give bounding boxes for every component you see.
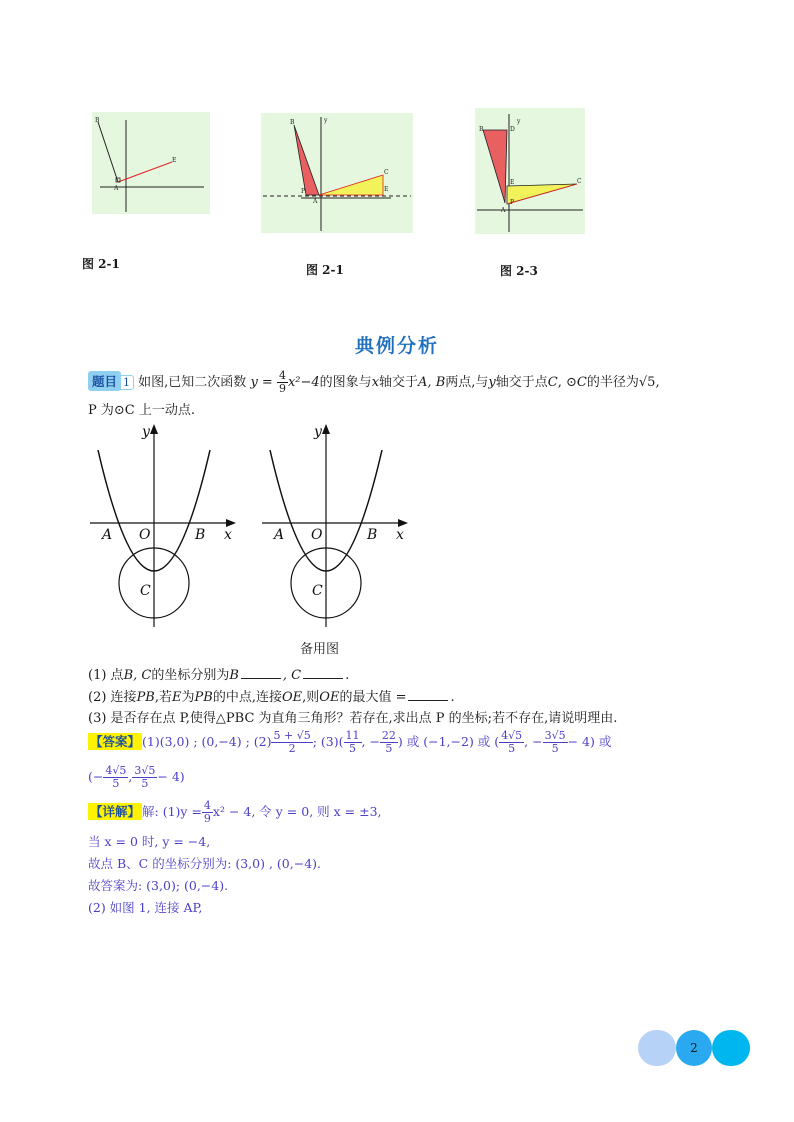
svg-text:E: E xyxy=(172,157,177,164)
figure-caption-1: 图 2-1 xyxy=(82,257,120,271)
svg-text:A: A xyxy=(501,207,506,214)
answer-line-1: 【答案】 (1)(3,0) ; (0,−4) ; (2) $\frac{5 + √5}{2}$ ; (3)( $\frac{11}{5}$ , − $\frac{22}{5}$ ) 或 (−1,−2) 或 ( $\frac{4√5}{5}$ , − $\frac{3√5}{5}$ − 4) 或 xyxy=(90,729,612,755)
svg-text:C: C xyxy=(140,583,151,599)
svg-text:A: A xyxy=(274,527,285,543)
svg-text:C: C xyxy=(384,169,389,176)
svg-text:O: O xyxy=(311,527,323,543)
page-decor-left xyxy=(638,1030,676,1066)
svg-text:B: B xyxy=(479,126,484,133)
blank-oe xyxy=(408,700,448,701)
question-2: (2) 连接PB,若E为PB的中点,连接OE,则OE的最大值 = . xyxy=(88,690,455,705)
svg-text:x: x xyxy=(396,527,404,543)
svg-text:A: A xyxy=(313,198,318,205)
answer-line-2: (− $\frac{4√5}{5}$ , $\frac{3√5}{5}$ − 4) xyxy=(88,764,185,790)
svg-text:A: A xyxy=(102,527,113,543)
svg-text:P: P xyxy=(510,199,515,206)
problem-line-1: 题目 1 如图,已知二次函数 y = $\frac{4}{9}$ x²−4的图象与x轴交于A, B两点,与y轴交于点C, ⊙C的半径为√5, xyxy=(88,370,660,395)
parabola-graph-left xyxy=(90,424,236,627)
svg-text:B: B xyxy=(290,119,295,126)
svg-text:O: O xyxy=(139,527,151,543)
problem-number: 1 xyxy=(119,375,134,390)
question-1: (1) 点B, C的坐标分别为B , C . xyxy=(88,668,350,683)
detail-line-2: 当 x = 0 时, y = −4, xyxy=(88,834,211,849)
svg-text:A: A xyxy=(114,185,119,192)
answer-tag: 【答案】 xyxy=(90,734,141,749)
figure-2-1-left xyxy=(92,112,210,214)
blank-b xyxy=(241,678,281,679)
svg-text:B: B xyxy=(95,117,100,124)
figure-caption-3: 图 2-3 xyxy=(500,264,538,278)
parabola-graphs xyxy=(86,422,416,632)
svg-text:y: y xyxy=(142,424,150,440)
figure-caption-2: 图 2-1 xyxy=(306,263,344,277)
page-number: 2 xyxy=(676,1030,712,1066)
detail-line-3: 故点 B、C 的坐标分别为: (3,0) , (0,−4). xyxy=(88,856,322,871)
detail-line-4: 故答案为: (3,0); (0,−4). xyxy=(88,878,229,893)
detail-line-1: 【详解】 解: (1)y = $\frac{4}{9}$ x² − 4, 令 y = 0, 则 x = ±3, xyxy=(90,799,382,825)
svg-text:y: y xyxy=(324,117,328,124)
svg-text:E: E xyxy=(384,186,389,193)
detail-line-5: (2) 如图 1, 连接 AP, xyxy=(88,900,203,915)
svg-text:B: B xyxy=(195,527,206,543)
problem-tag: 题目 xyxy=(88,371,121,391)
svg-text:B: B xyxy=(367,527,378,543)
blank-c xyxy=(303,678,343,679)
section-title: 典例分析 xyxy=(354,335,439,357)
svg-text:y: y xyxy=(517,118,521,125)
svg-text:E: E xyxy=(510,179,515,186)
svg-text:D: D xyxy=(510,126,515,133)
coef-fraction: $\frac{4}{9}$ xyxy=(278,369,286,395)
question-3: (3) 是否存在点 P,使得△PBC 为直角三角形？若存在,求出点 P 的坐标;若不存在,请说明理由. xyxy=(88,711,618,726)
svg-text:y: y xyxy=(314,424,322,440)
parabola-graph-right xyxy=(262,424,408,627)
svg-text:C: C xyxy=(577,178,582,185)
detail-tag: 【详解】 xyxy=(90,804,141,819)
figure-2-3-right xyxy=(475,108,585,234)
page-decor-right xyxy=(712,1030,750,1066)
problem-line-2: P 为⊙C 上一动点. xyxy=(88,403,195,418)
graph-caption: 备用图 xyxy=(300,642,340,657)
svg-text:x: x xyxy=(224,527,232,543)
svg-text:C: C xyxy=(312,583,323,599)
figure-2-1-middle xyxy=(261,113,413,233)
svg-text:P: P xyxy=(301,188,306,195)
